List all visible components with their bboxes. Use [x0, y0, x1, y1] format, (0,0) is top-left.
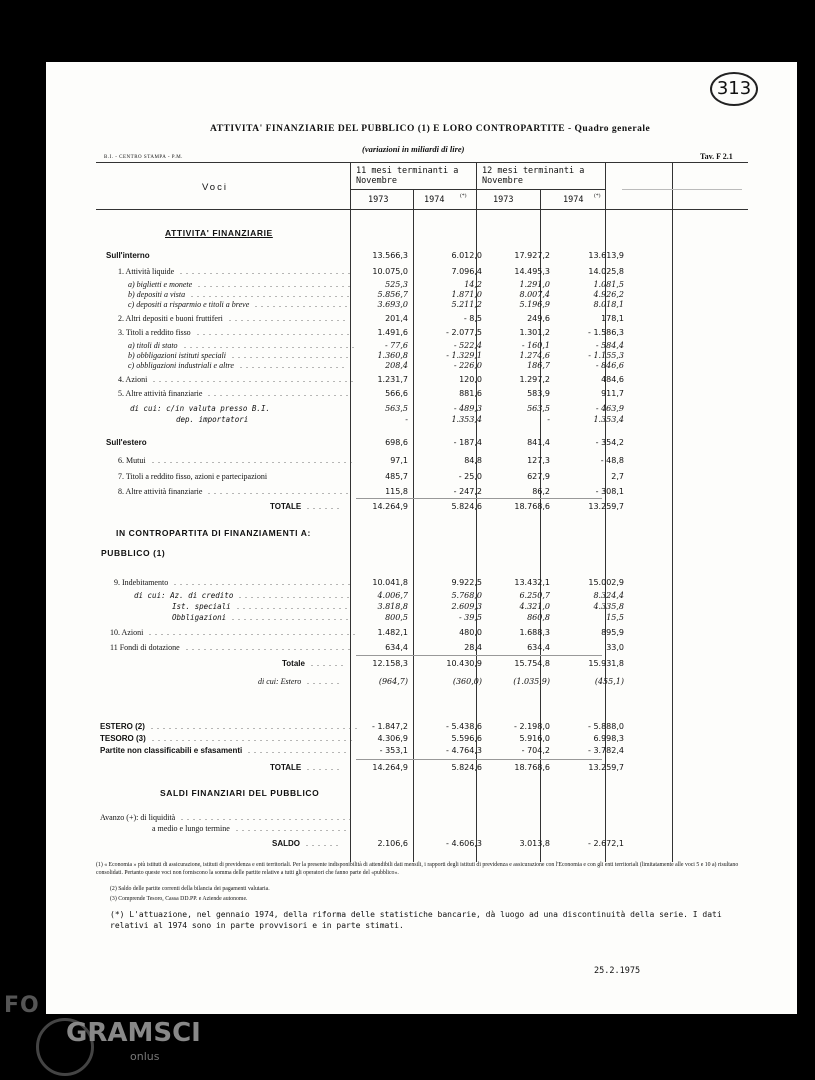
table-reference: Tav. F 2.1: [700, 152, 733, 161]
value-cell: 8.324,4: [593, 591, 624, 600]
table-row: [100, 313, 624, 325]
value-cell: 6.250,7: [519, 591, 550, 600]
row-label: 9. Indebitamento: [114, 578, 169, 587]
value-cell: (360,0): [452, 677, 482, 686]
row-label: TOTALE: [270, 502, 302, 511]
value-cell: 2.106,6: [377, 839, 408, 848]
value-cell: 1.353,4: [451, 415, 482, 424]
value-cell: 14.025,8: [588, 267, 624, 276]
value-cell: 484,6: [601, 375, 624, 384]
value-cell: 5.768,0: [451, 591, 482, 600]
value-cell: 1.231,7: [377, 375, 408, 384]
document-date: 25.2.1975: [594, 966, 641, 976]
table-row: [100, 388, 624, 400]
row-label: TOTALE: [270, 763, 302, 772]
row-label: 10. Azioni: [110, 628, 144, 637]
value-cell: 881,6: [459, 389, 482, 398]
value-cell: - 704,2: [521, 746, 550, 755]
value-cell: - 584,4: [595, 341, 624, 350]
value-cell: - 489,3: [453, 404, 482, 413]
value-cell: - 1.155,3: [588, 351, 624, 360]
column-group-header: 12 mesi terminanti a Novembre: [482, 166, 585, 186]
footnote-marker: (*): [460, 193, 467, 199]
value-cell: 841,4: [527, 438, 550, 447]
value-cell: 4.006,7: [377, 591, 408, 600]
value-cell: 1.353,4: [593, 415, 624, 424]
value-cell: 28,4: [464, 643, 482, 652]
leader-dots: . . . . . . . . . . . . . . . .: [255, 300, 348, 309]
value-cell: 15.002,9: [588, 578, 624, 587]
value-cell: - 160,1: [521, 341, 550, 350]
row-label: ESTERO (2): [100, 722, 145, 731]
row-label: Sull'interno: [106, 251, 150, 260]
table-row: [100, 676, 624, 688]
value-cell: 17.927,2: [514, 251, 550, 260]
table-row: [100, 838, 624, 850]
leader-dots: . . . . . . . . . . . . . . . . . . . . . . . .: [208, 487, 349, 496]
value-cell: 6.012,0: [451, 251, 482, 260]
value-cell: -: [405, 415, 408, 424]
leader-dots: . . . . . . . . . . . . . . . . . . . . . . . . . . . . .: [181, 813, 352, 822]
page-title: ATTIVITA' FINANZIARIE DEL PUBBLICO (1) E LORO CONTROPARTITE - Quadro generale: [210, 124, 651, 134]
table-row: [100, 658, 624, 670]
value-cell: 5.824,6: [451, 763, 482, 772]
value-cell: - 8,5: [463, 314, 482, 323]
value-cell: 1.688,3: [519, 628, 550, 637]
leader-dots: . . . . . . . . . . . . . . . . . . . . . . . . . . . . .: [180, 267, 351, 276]
page-subtitle: (variazioni in miliardi di lire): [362, 144, 465, 154]
value-cell: 911,7: [601, 389, 624, 398]
value-cell: 1.482,1: [377, 628, 408, 637]
footnote: (3) Comprende Tesoro, Cassa DD.PP. e Aziende autonome.: [110, 896, 248, 902]
value-cell: 186,7: [527, 361, 550, 370]
row-label: Sull'estero: [106, 438, 147, 447]
print-code: B.I. - CENTRO STAMPA - P.M.: [104, 155, 183, 160]
value-cell: 1.081,5: [593, 280, 624, 289]
section-contropartita: IN CONTROPARTITA DI FINANZIAMENTI A:: [116, 528, 311, 538]
row-label: dep. importatori: [176, 415, 249, 424]
row-label: SALDO: [272, 839, 300, 848]
value-cell: 583,9: [527, 389, 550, 398]
footnote-marker: (*): [594, 193, 601, 199]
table-row: [100, 471, 624, 483]
value-cell: 9.922,5: [451, 578, 482, 587]
row-label: 3. Titoli a reddito fisso: [118, 328, 191, 337]
year-header: 1974: [424, 195, 445, 205]
value-cell: - 846,6: [595, 361, 624, 370]
value-cell: 10.075,0: [372, 267, 408, 276]
value-cell: - 353,1: [379, 746, 408, 755]
value-cell: 4.306,9: [377, 734, 408, 743]
value-cell: - 3.782,4: [588, 746, 624, 755]
value-cell: 4.321,0: [519, 602, 550, 611]
table-row: [100, 762, 624, 774]
value-cell: 5.211,2: [451, 300, 482, 309]
table-row: [100, 414, 624, 426]
value-cell: 208,4: [385, 361, 408, 370]
table-row: [100, 299, 624, 311]
value-cell: - 187,4: [453, 438, 482, 447]
row-label: Ist. speciali: [172, 602, 231, 611]
section-saldi: SALDI FINANZIARI DEL PUBBLICO: [160, 788, 320, 798]
row-label: 1. Attività liquide: [118, 267, 175, 276]
table-row: [100, 612, 624, 624]
value-cell: 15.931,8: [588, 659, 624, 668]
value-cell: 627,9: [527, 472, 550, 481]
value-cell: - 463,9: [595, 404, 624, 413]
value-cell: 127,3: [527, 456, 550, 465]
value-cell: 895,9: [601, 628, 624, 637]
value-cell: 5.596,6: [451, 734, 482, 743]
total-rule: [356, 759, 602, 760]
leader-dots: . . . . . . . . . . . . . . . . . . . . . . . .: [208, 389, 349, 398]
section-attivita: ATTIVITA' FINANZIARIE: [165, 228, 273, 238]
value-cell: 1.291,0: [519, 280, 550, 289]
value-cell: 5.916,0: [519, 734, 550, 743]
leader-dots: . . . . . . . . . . . . . . . . . . .: [239, 591, 350, 600]
value-cell: 14.264,9: [372, 763, 408, 772]
leader-dots: . . . . . . . . . . . . . . . . . . . . . . . . . . .: [191, 290, 350, 299]
value-cell: 1.274,6: [519, 351, 550, 360]
value-cell: 97,1: [390, 456, 408, 465]
leader-dots: . . . . . . . . . . . . . . . . . . .: [237, 602, 348, 611]
value-cell: 84,8: [464, 456, 482, 465]
table-row: [100, 577, 624, 589]
value-cell: - 25,0: [458, 472, 482, 481]
year-header: 1973: [368, 195, 389, 205]
value-cell: 3.818,8: [377, 602, 408, 611]
value-cell: 13.259,7: [588, 763, 624, 772]
row-label: 4. Azioni: [118, 375, 148, 384]
table-row: [100, 437, 624, 449]
table-row: [100, 266, 624, 278]
leader-dots: . . . . . . . . . . . . . . . . . . .: [236, 824, 347, 833]
leader-dots: . . . . . . . . . . . . . . . . .: [248, 746, 347, 755]
value-cell: 14,2: [464, 280, 482, 289]
leader-dots: . . . . . . . . . . . . . . . . . . . . . . . . . . . . . . . . . . .: [151, 722, 358, 731]
value-cell: 120,0: [459, 375, 482, 384]
total-rule: [356, 655, 602, 656]
row-label: Obbligazioni: [172, 613, 227, 622]
value-cell: 18.768,6: [514, 502, 550, 511]
leader-dots: . . . . . . . . . . . . . . . . . . . .: [232, 351, 349, 360]
value-cell: 1.871,0: [451, 290, 482, 299]
empty-column-line: [622, 189, 742, 190]
value-cell: - 2.198,0: [514, 722, 550, 731]
table-row: [100, 642, 624, 654]
value-cell: 13.432,1: [514, 578, 550, 587]
value-cell: 13.259,7: [588, 502, 624, 511]
table-row: [100, 327, 624, 339]
row-label: Partite non classificabili e sfasamenti: [100, 746, 243, 755]
column-divider: [672, 162, 673, 862]
value-cell: 5.824,6: [451, 502, 482, 511]
value-cell: - 354,2: [595, 438, 624, 447]
value-cell: 15,5: [606, 613, 624, 622]
table-row: [100, 721, 624, 733]
header-bottom-border: [96, 209, 748, 210]
value-cell: - 48,8: [600, 456, 624, 465]
row-label: TESORO (3): [100, 734, 146, 743]
year-header: 1973: [493, 195, 514, 205]
row-label: 2. Altri depositi e buoni fruttiferi: [118, 314, 223, 323]
footnote: (2) Saldo delle partite correnti della bilancia dei pagamenti valutaria.: [110, 886, 270, 892]
section-pubblico: PUBBLICO (1): [101, 548, 166, 558]
column-header-voci: Voci: [202, 182, 228, 193]
table-row: [100, 823, 620, 835]
value-cell: - 1.329,1: [446, 351, 482, 360]
value-cell: 4.335,8: [593, 602, 624, 611]
value-cell: 7.096,4: [451, 267, 482, 276]
value-cell: 115,8: [385, 487, 408, 496]
value-cell: 480,0: [459, 628, 482, 637]
leader-dots: . . . . . . . . . . . . . . . . . . . . . . . . . . . . . . . . . .: [152, 456, 353, 465]
header-mid-line: [350, 189, 605, 190]
value-cell: 15.754,8: [514, 659, 550, 668]
row-label: 7. Titoli a reddito fisso, azioni e partecipazioni: [118, 472, 268, 481]
leader-dots: . . . . . . . . . . . . . . . . . .: [240, 361, 345, 370]
table-row: [100, 455, 624, 467]
leader-dots: . . . . . . . . . . . . . . . . . . . . . . . . . . . . . . . . . . .: [149, 628, 356, 637]
footnote: (*) L'attuazione, nel gennaio 1974, della riforma delle statistiche bancarie, dà luogo ad una discontinuità della serie. I dati relativi al 1974 sono in parte provvisori e in parte stimati.: [110, 910, 722, 930]
leader-dots: . . . . . . . . . . . . . . . . . . . . . . . . . . . . . .: [174, 578, 351, 587]
row-label: Avanzo (+): di liquidità: [100, 813, 176, 822]
table-row: [100, 627, 624, 639]
leader-dots: . . . . . . . . . . . . . . . . . . . . . . . . . .: [197, 328, 350, 337]
leader-dots: . . . . . . . . . . . . . . . . . . . . . . . . . . . . . . . . . .: [153, 375, 354, 384]
value-cell: 13.613,9: [588, 251, 624, 260]
row-label: b) obbligazioni istituti speciali: [128, 351, 226, 360]
leader-dots: . . . . . . . . . . . . . . . . . . . . . . . . . . . . .: [184, 341, 355, 350]
watermark-sub: onlus: [130, 1050, 160, 1063]
page-number: 313: [710, 72, 758, 106]
leader-dots: . . . . . .: [307, 763, 340, 772]
watermark-brand: GRAMSCI: [66, 1018, 201, 1048]
table-row: [100, 745, 624, 757]
value-cell: 201,4: [385, 314, 408, 323]
value-cell: 14.495,3: [514, 267, 550, 276]
value-cell: - 1.586,3: [588, 328, 624, 337]
value-cell: 249,6: [527, 314, 550, 323]
year-header: 1974: [563, 195, 584, 205]
table-row: [100, 250, 624, 262]
value-cell: - 5.438,6: [446, 722, 482, 731]
value-cell: 3.693,0: [377, 300, 408, 309]
row-label: a) biglietti e monete: [128, 280, 193, 289]
value-cell: - 4.764,3: [446, 746, 482, 755]
value-cell: - 2.672,1: [588, 839, 624, 848]
value-cell: 563,5: [527, 404, 550, 413]
leader-dots: . . . . . . . . . . . . . . . . . . . .: [232, 613, 349, 622]
value-cell: 1.301,2: [519, 328, 550, 337]
value-cell: 566,6: [385, 389, 408, 398]
value-cell: 5.856,7: [377, 290, 408, 299]
leader-dots: . . . . . .: [306, 839, 339, 848]
row-label: di cui: Az. di credito: [134, 591, 234, 600]
value-cell: 1.491,6: [377, 328, 408, 337]
value-cell: 698,6: [385, 438, 408, 447]
value-cell: 800,5: [385, 613, 408, 622]
table-row: [100, 733, 624, 745]
value-cell: - 522,4: [453, 341, 482, 350]
value-cell: 634,4: [527, 643, 550, 652]
value-cell: 860,8: [527, 613, 550, 622]
value-cell: (964,7): [378, 677, 408, 686]
row-label: b) depositi a vista: [128, 290, 186, 299]
column-group-header: 11 mesi terminanti a Novembre: [356, 166, 459, 186]
row-label: 5. Altre attività finanziarie: [118, 389, 203, 398]
leader-dots: . . . . . .: [307, 502, 340, 511]
value-cell: 12.158,3: [372, 659, 408, 668]
table-row: [100, 501, 624, 513]
value-cell: 33,0: [606, 643, 624, 652]
value-cell: -: [547, 415, 550, 424]
row-label: di cui: c/in valuta presso B.I.: [130, 404, 270, 413]
row-label: a) titoli di stato: [128, 341, 178, 350]
value-cell: (455,1): [594, 677, 624, 686]
value-cell: 13.566,3: [372, 251, 408, 260]
value-cell: 86,2: [532, 487, 550, 496]
row-label: Totale: [282, 659, 305, 668]
value-cell: - 2.077,5: [446, 328, 482, 337]
table-row: [100, 486, 624, 498]
value-cell: 8.007,4: [519, 290, 550, 299]
row-label: 8. Altre attività finanziarie: [118, 487, 203, 496]
footnote: (1) « Economia » più istituti di assicurazione, istituti di previdenza e enti territoriali. Per la presente indisponibilità di attendibili dati mensili, i rapporti degli istituti di previdenza e assicurazione con l'Economia e con gli enti territoriali (limitatamente alle voci 5 e 10 a) risultano consolidati. Pertanto queste voci non forniscono la somma delle partite relative a tutti gli operatori che fanno parte del «pubblico».: [96, 862, 739, 876]
value-cell: - 77,6: [384, 341, 408, 350]
leader-dots: . . . . . .: [307, 677, 340, 686]
table-top-border: [96, 162, 748, 163]
value-cell: 178,1: [601, 314, 624, 323]
watermark-text: FO: [4, 993, 40, 1018]
row-label: di cui: Estero: [258, 677, 302, 686]
value-cell: 634,4: [385, 643, 408, 652]
value-cell: 1.297,2: [519, 375, 550, 384]
value-cell: - 226,0: [453, 361, 482, 370]
leader-dots: . . . . . . . . . . . . . . . . . . . .: [229, 314, 346, 323]
table-row: [100, 374, 624, 386]
row-label: a medio e lungo termine: [152, 824, 230, 833]
value-cell: 525,3: [385, 280, 408, 289]
row-label: c) depositi a risparmio e titoli a breve: [128, 300, 250, 309]
row-label: c) obbligazioni industriali e altre: [128, 361, 234, 370]
value-cell: 3.013,8: [519, 839, 550, 848]
value-cell: 2,7: [611, 472, 624, 481]
value-cell: - 247,2: [453, 487, 482, 496]
leader-dots: . . . . . . . . . . . . . . . . . . . . . . . . . . . .: [186, 643, 351, 652]
row-label: 6. Mutui: [118, 456, 146, 465]
value-cell: - 5.888,0: [588, 722, 624, 731]
value-cell: - 1.847,2: [372, 722, 408, 731]
value-cell: 2.609,3: [451, 602, 482, 611]
value-cell: 563,5: [385, 404, 408, 413]
value-cell: (1.035,9): [513, 677, 550, 686]
value-cell: 1.360,8: [377, 351, 408, 360]
value-cell: - 308,1: [595, 487, 624, 496]
value-cell: 18.768,6: [514, 763, 550, 772]
leader-dots: . . . . . .: [311, 659, 344, 668]
value-cell: - 4.606,3: [446, 839, 482, 848]
value-cell: 10.041,8: [372, 578, 408, 587]
value-cell: - 39,5: [458, 613, 482, 622]
value-cell: 5.196,9: [519, 300, 550, 309]
value-cell: 485,7: [385, 472, 408, 481]
table-row: [100, 360, 624, 372]
value-cell: 10.430,9: [446, 659, 482, 668]
total-rule: [356, 498, 602, 499]
row-label: 11 Fondi di dotazione: [110, 643, 180, 652]
value-cell: 4.926,2: [593, 290, 624, 299]
value-cell: 14.264,9: [372, 502, 408, 511]
value-cell: 6.998,3: [593, 734, 624, 743]
leader-dots: . . . . . . . . . . . . . . . . . . . . . . . . . .: [198, 280, 351, 289]
leader-dots: . . . . . . . . . . . . . . . . . . . . . . . . . . . . . . . . . .: [152, 734, 353, 743]
value-cell: 8.018,1: [593, 300, 624, 309]
